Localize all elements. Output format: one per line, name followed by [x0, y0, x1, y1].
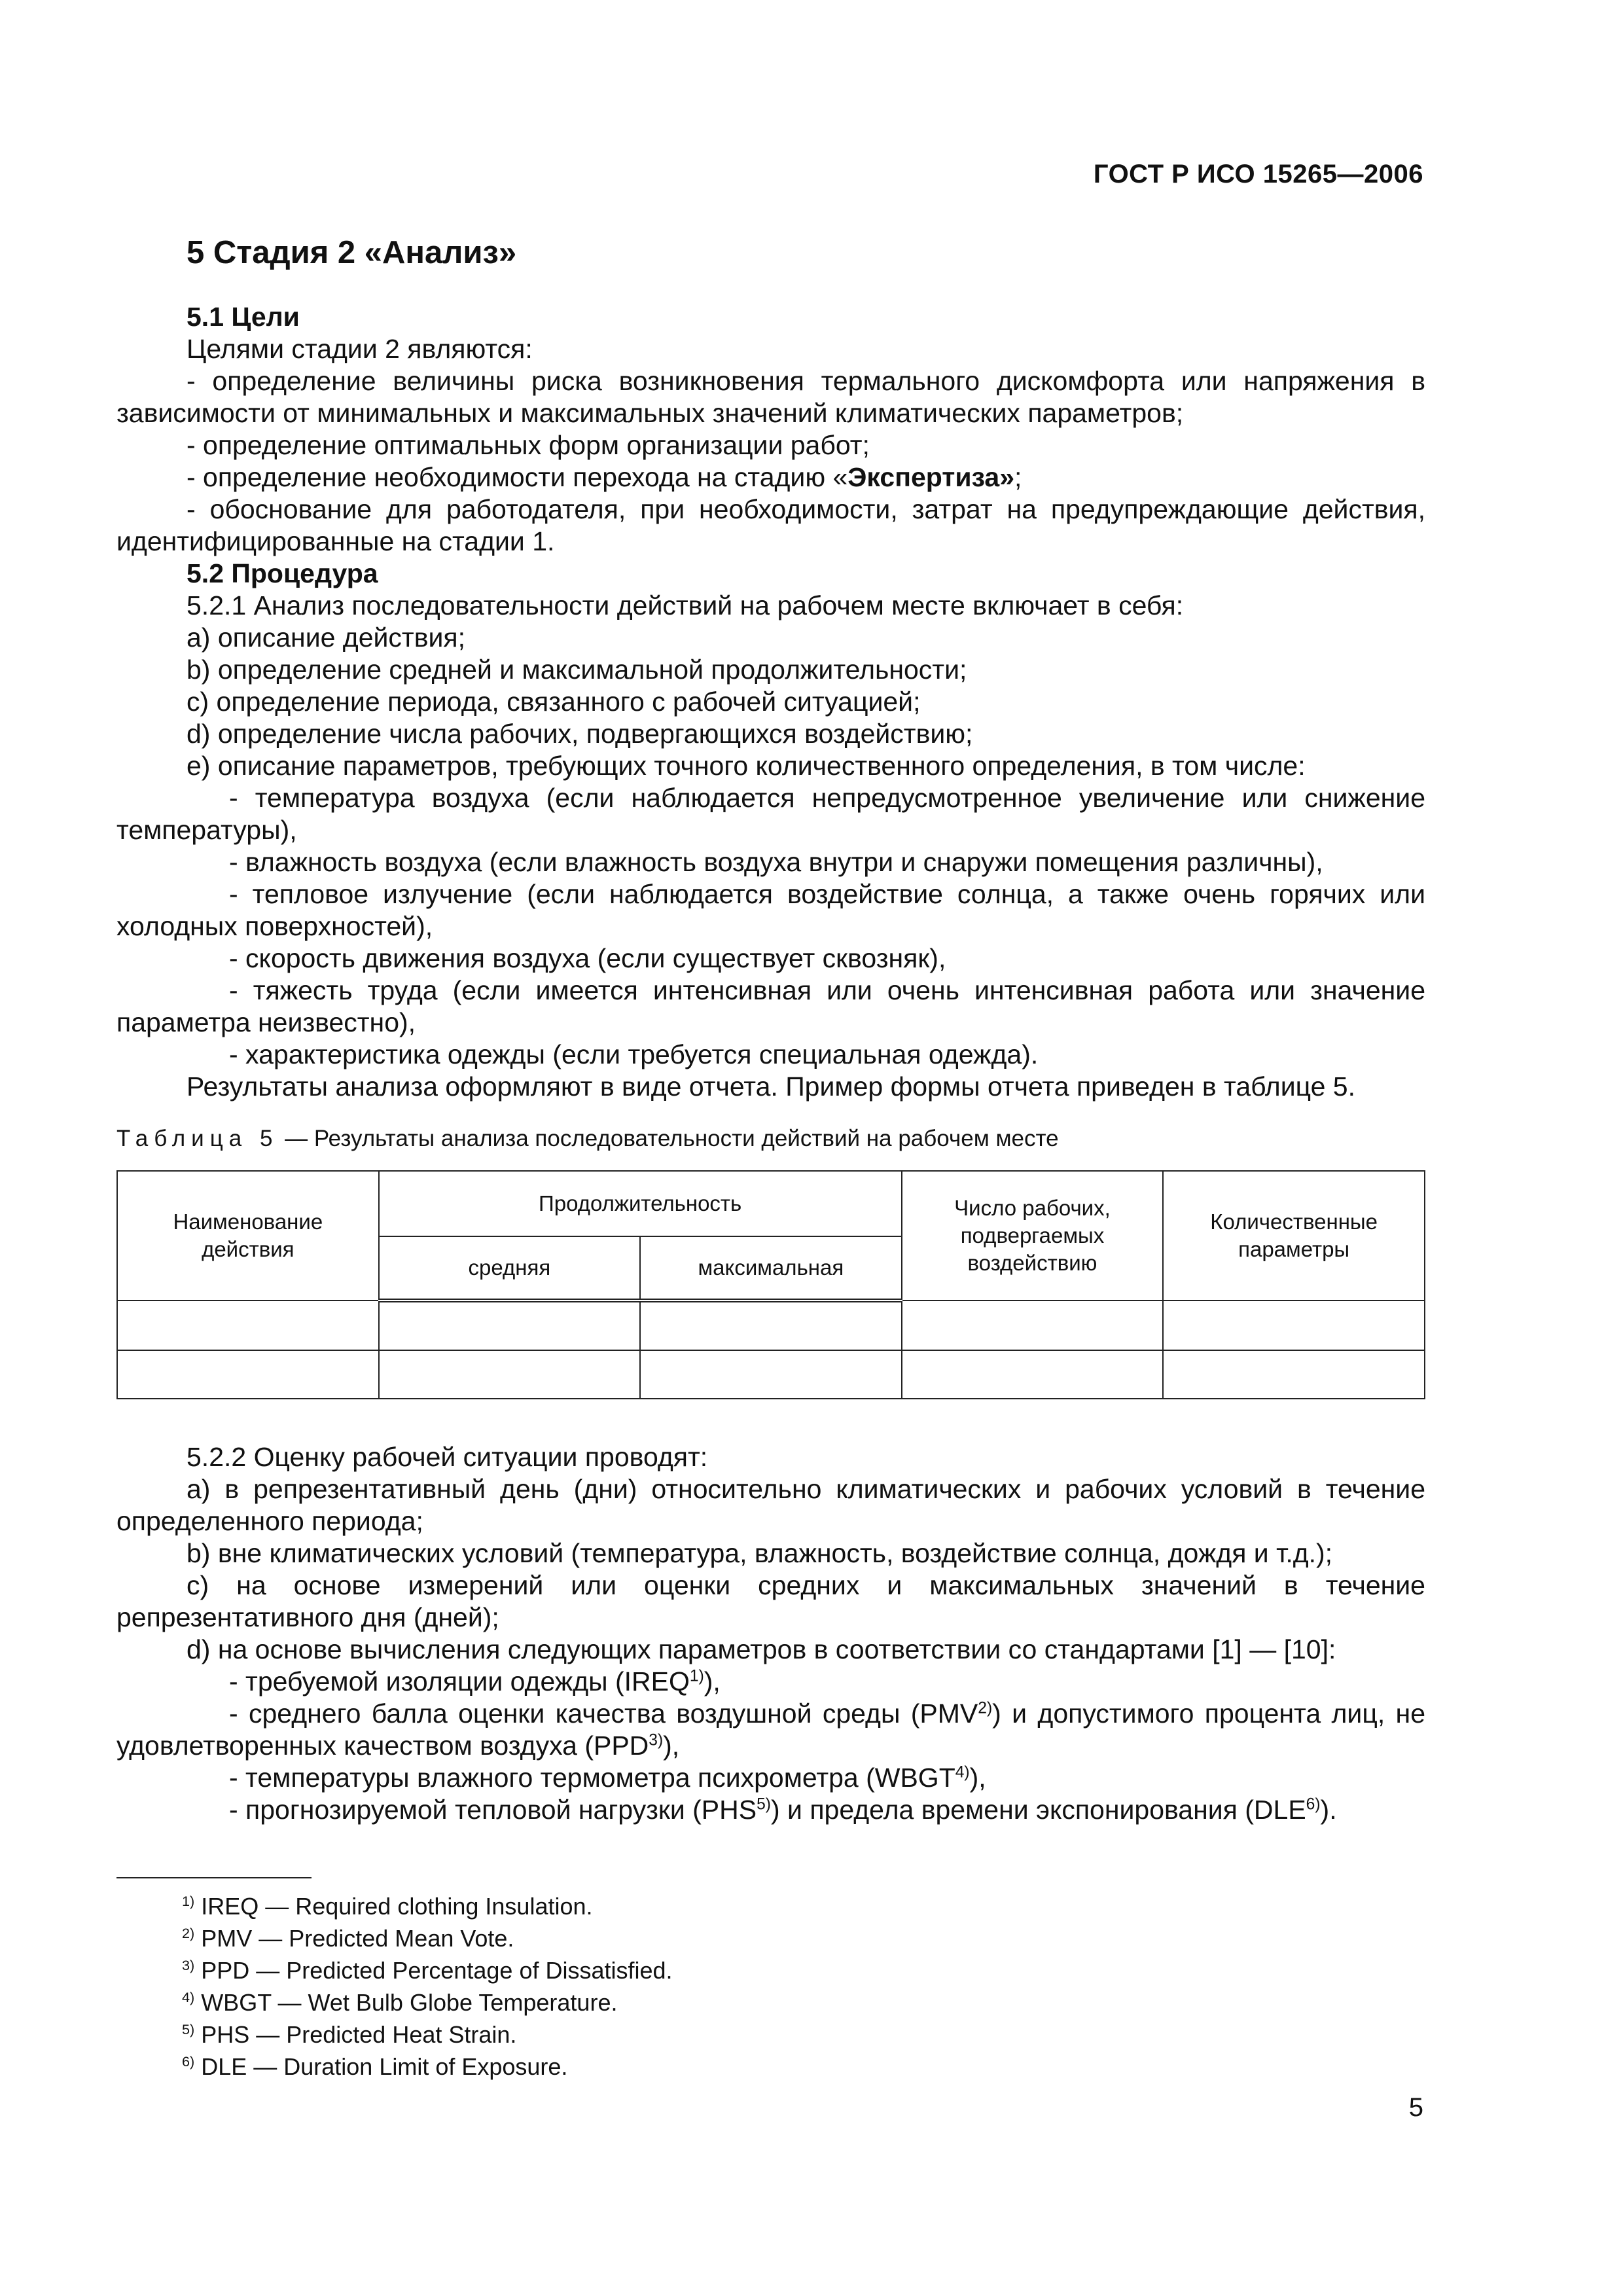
table-row	[117, 1350, 1425, 1399]
footnote: $^{5)}$ PHS — Predicted Heat Strain.	[182, 2021, 517, 2048]
eval-item-b: b) вне климатических условий (температура, влажность, воздействие солнца, дождя и т.д.);	[187, 1538, 1333, 1568]
goal-item-1: - определение величины риска возникновения термального дискомфорта или напряжения в зависимости от минимальных и максимальных значений климатических параметров;	[116, 366, 1425, 428]
goal-item-3: - определение необходимости перехода на стадию «Экспертиза»;	[187, 462, 1022, 492]
footnote-divider	[116, 1877, 312, 1878]
eval-item-a: a) в репрезентативный день (дни) относительно климатических и рабочих условий в течение определенного периода;	[116, 1474, 1425, 1536]
subsection-5-2-title: 5.2 Процедура	[187, 558, 378, 588]
header-quantitative-params: Количественные параметры	[1163, 1171, 1425, 1300]
header-duration: Продолжительность	[379, 1171, 902, 1236]
sub-item-temperature: - температура воздуха (если наблюдается непредусмотренное увеличение или снижение температуры),	[116, 783, 1425, 845]
footnote: $^{2)}$ PMV — Predicted Mean Vote.	[182, 1925, 514, 1952]
sub-item-humidity: - влажность воздуха (если влажность воздуха внутри и снаружи помещения различны),	[229, 847, 1323, 877]
param-pmv-ppd: - среднего балла оценки качества воздушной среды (PMV$^{2)}$) и допустимого процента лиц, не удовлетворенных качеством воздуха (PPD$^{3)}$),	[116, 1698, 1426, 1761]
footnote: $^{4)}$ WBGT — Wet Bulb Globe Temperature.	[182, 1989, 618, 2016]
header-duration-avg: средняя	[379, 1236, 640, 1300]
subsection-5-1-title: 5.1 Цели	[187, 302, 300, 332]
table-caption: Таблица 5 — Результаты анализа последовательности действий на рабочем месте	[116, 1126, 1059, 1151]
table-row	[117, 1300, 1425, 1350]
table-5	[116, 1170, 1425, 1399]
footnote: $^{1)}$ IREQ — Required clothing Insulation.	[182, 1893, 593, 1920]
param-wbgt: - температуры влажного термометра психрометра (WBGT$^{4)}$),	[229, 1763, 986, 1793]
param-ireq: - требуемой изоляции одежды (IREQ$^{1)}$),	[229, 1666, 721, 1696]
page-content	[116, 223, 1425, 1826]
list-item-c: c) определение периода, связанного с рабочей ситуацией;	[187, 687, 921, 717]
sub-item-clothing: - характеристика одежды (если требуется специальная одежда).	[229, 1039, 1039, 1069]
header-duration-max: максимальная	[640, 1236, 902, 1300]
header-action-name: Наименование действия	[117, 1171, 379, 1300]
list-item-a: a) описание действия;	[187, 622, 465, 653]
header-workers: Число рабочих, подвергаемых воздействию	[902, 1171, 1164, 1300]
sub-item-radiation: - тепловое излучение (если наблюдается воздействие солнца, а также очень горячих или холодных поверхностей),	[116, 879, 1425, 941]
goal-item-4: - обоснование для работодателя, при необходимости, затрат на предупреждающие действия, идентифицированные на стадии 1.	[116, 494, 1425, 556]
sub-item-workload: - тяжесть труда (если имеется интенсивная или очень интенсивная работа или значение параметра неизвестно),	[116, 975, 1425, 1037]
list-item-d: d) определение числа рабочих, подвергающихся воздействию;	[187, 719, 973, 749]
list-item-e: e) описание параметров, требующих точного количественного определения, в том числе:	[187, 751, 1306, 781]
sub-item-air-speed: - скорость движения воздуха (если существует сквозняк),	[229, 943, 946, 973]
eval-item-d: d) на основе вычисления следующих параметров в соответствии со стандартами [1] — [10]:	[187, 1634, 1336, 1664]
results-paragraph: Результаты анализа оформляют в виде отчета. Пример формы отчета приведен в таблице 5.	[187, 1071, 1356, 1102]
param-phs-dle: - прогнозируемой тепловой нагрузки (PHS$^{5)}$) и предела времени экспонирования (DLE$^{6)}$).	[229, 1795, 1337, 1825]
document-code-header: ГОСТ Р ИСО 15265—2006	[1093, 160, 1423, 188]
subsection-5-1-intro: Целями стадии 2 являются:	[187, 334, 533, 364]
eval-item-c: c) на основе измерений или оценки средних и максимальных значений в течение репрезентативного дня (дней);	[116, 1570, 1425, 1632]
page-number: 5	[1408, 2093, 1423, 2122]
list-item-b: b) определение средней и максимальной продолжительности;	[187, 655, 967, 685]
footnotes	[182, 1890, 673, 2083]
paragraph-5-2-1: 5.2.1 Анализ последовательности действий на рабочем месте включает в себя:	[187, 590, 1184, 620]
goal-item-2: - определение оптимальных форм организации работ;	[187, 430, 870, 460]
footnote: $^{6)}$ DLE — Duration Limit of Exposure.	[182, 2053, 568, 2080]
section-title: 5 Стадия 2 «Анализ»	[187, 235, 517, 270]
footnote: $^{3)}$ PPD — Predicted Percentage of Dissatisfied.	[182, 1957, 673, 1984]
paragraph-5-2-2: 5.2.2 Оценку рабочей ситуации проводят:	[187, 1442, 708, 1472]
